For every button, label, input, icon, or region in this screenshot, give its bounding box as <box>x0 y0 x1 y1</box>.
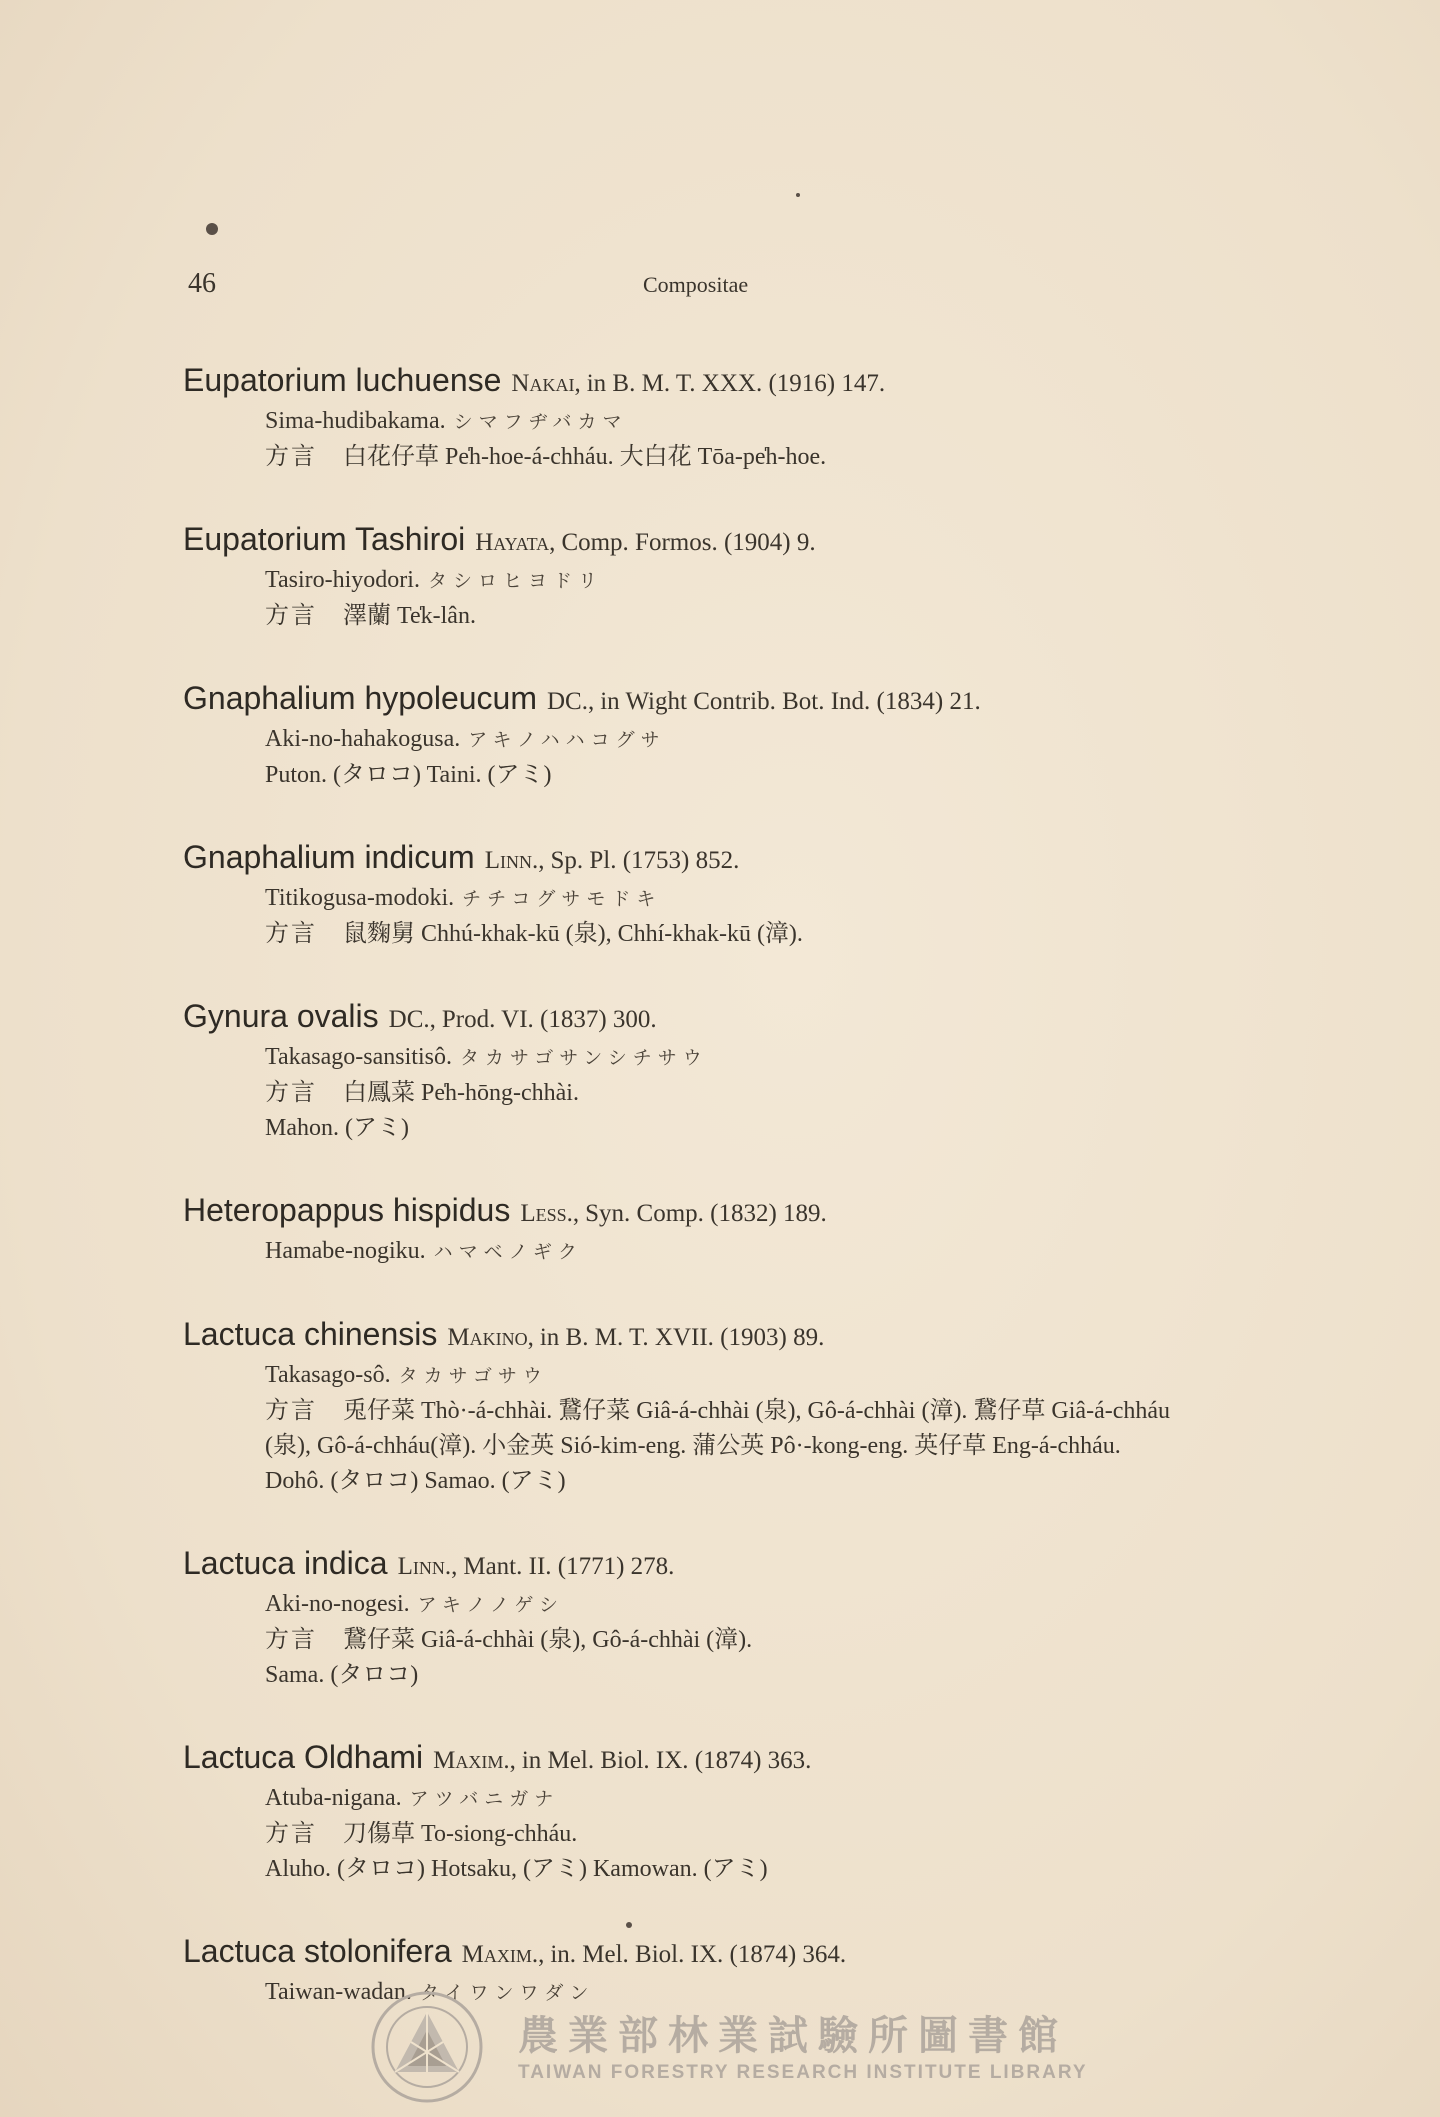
species-heading <box>183 837 1263 881</box>
species-author: Linn., <box>484 847 545 874</box>
species-entry <box>183 837 1263 952</box>
entry-line <box>265 1587 1263 1623</box>
japanese-name-katakana: タシロヒヨドリ <box>427 571 603 592</box>
entry-line <box>265 1040 1263 1076</box>
species-citation: in B. M. T. XXX. (1916) 147. <box>586 370 886 397</box>
entry-line <box>265 404 1263 440</box>
japanese-name-katakana: タカサゴサウ <box>398 1366 548 1387</box>
entry-line <box>265 563 1263 599</box>
entry-line <box>265 1623 1263 1658</box>
japanese-name-romaji: Hamabe-nogiku. <box>265 1238 426 1264</box>
species-author: Makino, <box>447 1324 534 1351</box>
species-heading <box>183 519 1263 563</box>
species-author: Nakai, <box>511 370 581 397</box>
species-name: Lactuca Oldhami <box>183 1739 424 1775</box>
species-name: Lactuca chinensis <box>183 1316 438 1352</box>
species-entry <box>183 519 1263 634</box>
vernacular-names: 白花仔草 Pe̍h-hoe-á-chháu. 大白花 Tōa-pe̍h-hoe. <box>343 444 827 470</box>
species-heading <box>183 360 1263 404</box>
entry-line <box>265 1111 1263 1146</box>
species-heading <box>183 1314 1263 1358</box>
species-citation: Comp. Formos. (1904) 9. <box>561 529 816 556</box>
japanese-name-katakana: アキノノゲシ <box>417 1595 565 1616</box>
entry-line <box>265 1234 1263 1270</box>
species-entry <box>183 996 1263 1146</box>
entry-line <box>265 722 1263 758</box>
species-name: Eupatorium luchuense <box>183 362 502 398</box>
japanese-name-romaji: Tasiro-hiyodori. <box>265 567 420 593</box>
entry-line <box>265 1658 1263 1693</box>
entry-line <box>265 1358 1263 1394</box>
dialect-label: 方言 <box>265 1627 317 1653</box>
ink-speck <box>206 223 218 235</box>
japanese-name-romaji: Atuba-nigana. <box>265 1785 402 1811</box>
page-number: 46 <box>188 268 216 299</box>
vernacular-names: 澤蘭 Te̍k-lân. <box>343 603 476 629</box>
entry-line <box>265 1394 1210 1464</box>
dialect-label: 方言 <box>265 444 317 470</box>
species-citation: Prod. VI. (1837) 300. <box>441 1006 657 1033</box>
entry-line <box>265 1076 1263 1111</box>
species-author: DC., <box>388 1006 436 1033</box>
species-author: Maxim., <box>461 1941 545 1968</box>
species-heading <box>183 678 1263 722</box>
species-citation: in B. M. T. XVII. (1903) 89. <box>539 1324 825 1351</box>
species-list <box>183 360 1263 2055</box>
entry-line <box>265 1781 1263 1817</box>
japanese-name-romaji: Takasago-sansitisô. <box>265 1044 452 1070</box>
species-name: Gnaphalium indicum <box>183 839 475 875</box>
vernacular-names: Sama. (タロコ) <box>265 1662 419 1688</box>
species-entry <box>183 1737 1263 1887</box>
species-heading <box>183 1543 1263 1587</box>
species-citation: in Mel. Biol. IX. (1874) 363. <box>521 1747 812 1774</box>
vernacular-names: 刀傷草 To-siong-chháu. <box>343 1821 578 1847</box>
species-entry <box>183 360 1263 475</box>
entry-line <box>265 881 1263 917</box>
species-citation: Syn. Comp. (1832) 189. <box>585 1200 827 1227</box>
vernacular-names: Mahon. (アミ) <box>265 1115 409 1141</box>
japanese-name-katakana: シマフヂバカマ <box>453 412 628 433</box>
species-name: Heteropappus hispidus <box>183 1192 511 1228</box>
species-entry <box>183 1190 1263 1270</box>
vernacular-names: Dohô. (タロコ) Samao. (アミ) <box>265 1468 566 1494</box>
entry-line <box>265 440 1263 475</box>
dialect-label: 方言 <box>265 603 317 629</box>
species-heading <box>183 1737 1263 1781</box>
japanese-name-katakana: ハマベノギク <box>433 1242 583 1263</box>
library-seal-icon <box>370 1990 485 2105</box>
japanese-name-katakana: アツバニガナ <box>409 1789 560 1810</box>
species-author: Hayata, <box>475 529 556 556</box>
species-citation: in. Mel. Biol. IX. (1874) 364. <box>550 1941 847 1968</box>
running-head: Compositae <box>643 272 749 297</box>
japanese-name-katakana: タイワンワダン <box>419 1983 595 2004</box>
japanese-name-katakana: タカサゴサンシチサウ <box>459 1048 708 1069</box>
species-entry <box>183 1543 1263 1693</box>
vernacular-names: 鵞仔菜 Giâ-á-chhài (泉), Gô-á-chhài (漳). <box>343 1627 753 1653</box>
library-name-english: TAIWAN FORESTRY RESEARCH INSTITUTE LIBRARY <box>518 2062 1088 2083</box>
japanese-name-katakana: チチコグサモドキ <box>462 889 662 910</box>
japanese-name-romaji: Takasago-sô. <box>265 1362 391 1388</box>
species-author: DC., <box>546 688 595 715</box>
species-heading <box>183 996 1263 1040</box>
species-citation: Sp. Pl. (1753) 852. <box>550 847 740 874</box>
species-name: Lactuca stolonifera <box>183 1933 452 1969</box>
species-entry <box>183 678 1263 793</box>
library-name-chinese: 農業部林業試驗所圖書館 <box>518 2013 1068 2059</box>
library-watermark <box>370 1990 1090 2105</box>
entry-line <box>265 1852 1263 1887</box>
species-name: Gnaphalium hypoleucum <box>183 680 537 716</box>
entry-line <box>265 1464 1263 1499</box>
entry-line <box>265 917 1263 952</box>
vernacular-names: Aluho. (タロコ) Hotsaku, (アミ) Kamowan. (アミ) <box>265 1856 768 1882</box>
species-citation: Mant. II. (1771) 278. <box>463 1553 675 1580</box>
japanese-name-romaji: Taiwan-wadan. <box>265 1979 412 2005</box>
japanese-name-katakana: アキノハハコグサ <box>468 730 666 751</box>
ink-speck <box>796 193 800 197</box>
dialect-label: 方言 <box>265 1398 317 1424</box>
species-citation: in Wight Contrib. Bot. Ind. (1834) 21. <box>600 688 981 715</box>
species-name: Gynura ovalis <box>183 998 379 1034</box>
species-author: Maxim., <box>433 1747 516 1774</box>
entry-line <box>265 758 1263 793</box>
species-heading <box>183 1931 1263 1975</box>
japanese-name-romaji: Aki-no-nogesi. <box>265 1591 410 1617</box>
species-name: Eupatorium Tashiroi <box>183 521 466 557</box>
species-author: Linn., <box>397 1553 458 1580</box>
vernacular-names: 鼠麴舅 Chhú-khak-kū (泉), Chhí-khak-kū (漳). <box>343 921 803 947</box>
japanese-name-romaji: Aki-no-hahakogusa. <box>265 726 461 752</box>
japanese-name-romaji: Sima-hudibakama. <box>265 408 446 434</box>
entry-line <box>265 599 1263 634</box>
entry-line <box>265 1817 1263 1852</box>
species-name: Lactuca indica <box>183 1545 388 1581</box>
dialect-label: 方言 <box>265 921 317 947</box>
japanese-name-romaji: Titikogusa-modoki. <box>265 885 455 911</box>
species-author: Less., <box>520 1200 580 1227</box>
species-heading <box>183 1190 1263 1234</box>
vernacular-names: 白鳳菜 Pe̍h-hōng-chhài. <box>343 1080 579 1106</box>
dialect-label: 方言 <box>265 1821 317 1847</box>
dialect-label: 方言 <box>265 1080 317 1106</box>
vernacular-names: Puton. (タロコ) Taini. (アミ) <box>265 762 552 788</box>
vernacular-names: 兎仔菜 Thò·-á-chhài. 鵞仔菜 Giâ-á-chhài (泉), Gô-á-chhài (漳). 鵞仔草 Giâ-á-chháu (泉), Gô-á-chháu(漳). 小金英 Sió-kim-eng. 蒲公英 Pô·-kong-eng. 英仔草 Eng-á-chháu. <box>265 1398 1171 1459</box>
species-entry <box>183 1314 1263 1499</box>
